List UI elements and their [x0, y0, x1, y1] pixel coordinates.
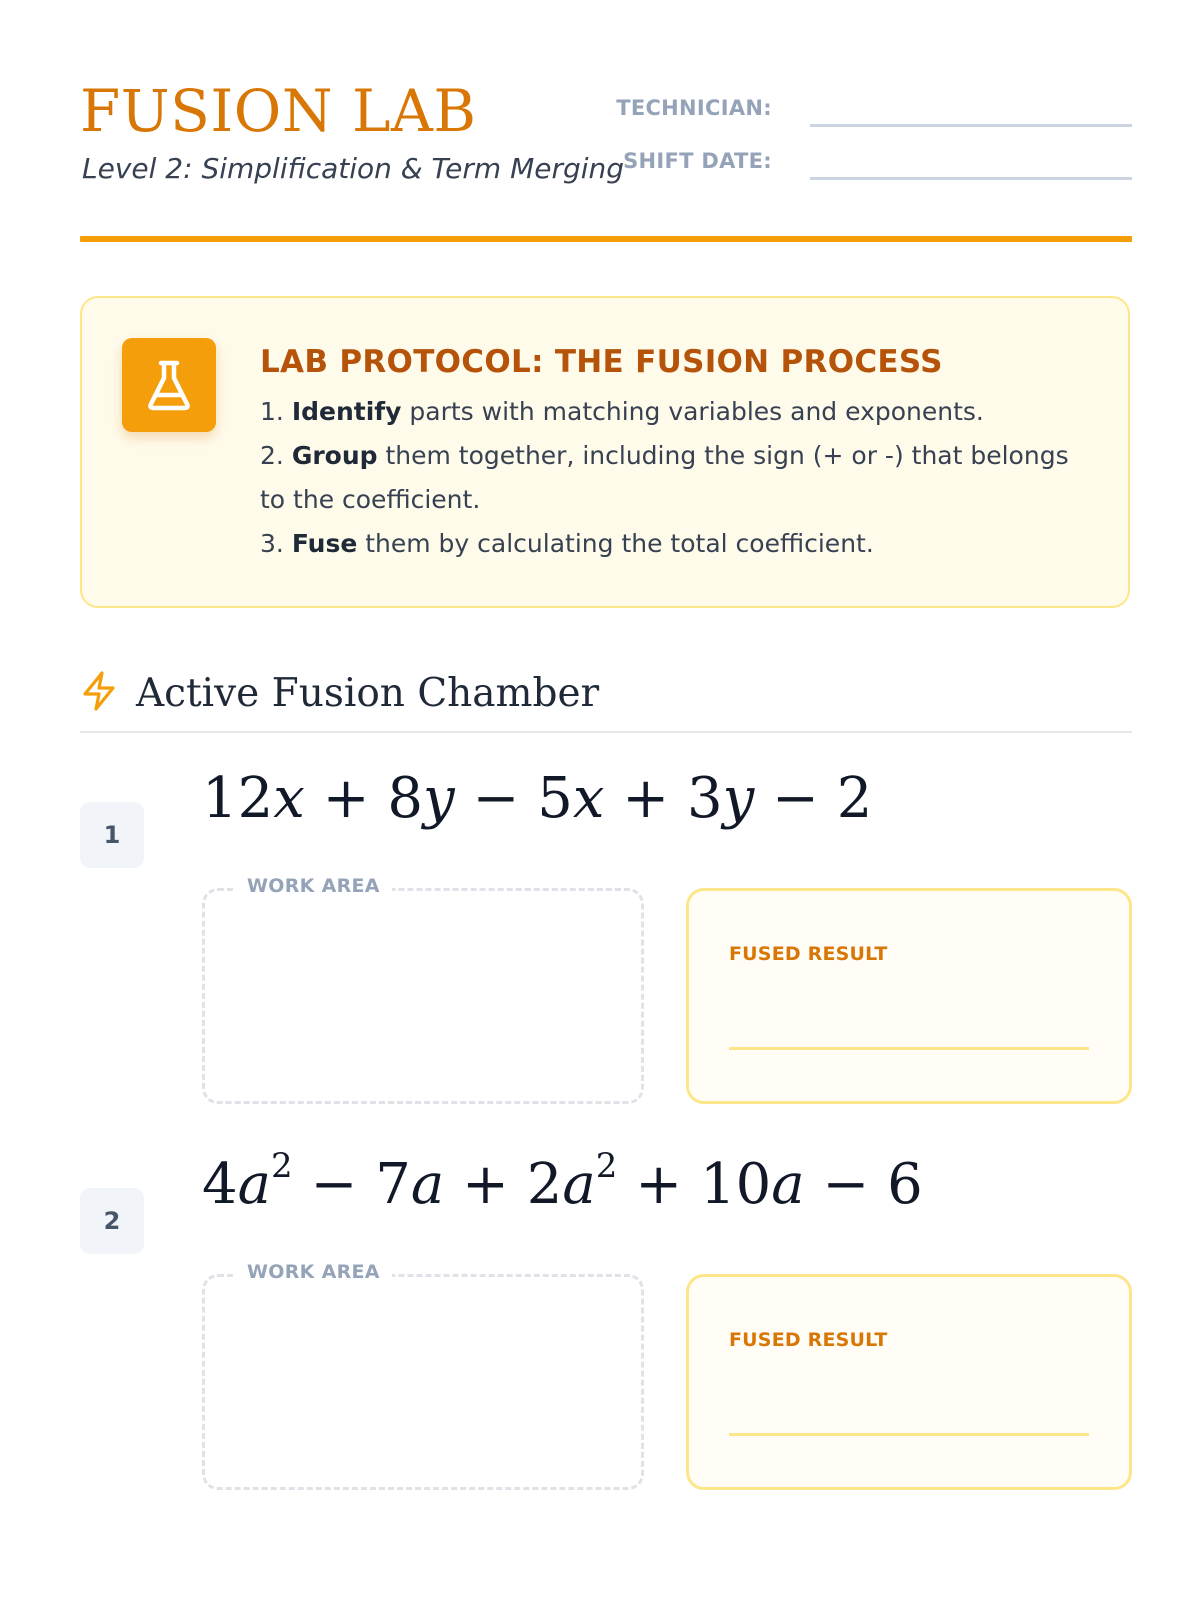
protocol-box	[80, 296, 1130, 608]
fused-result-box	[686, 888, 1132, 1104]
fused-result-field[interactable]	[729, 1433, 1089, 1436]
problem-card	[80, 766, 1132, 1132]
fused-result-label: FUSED RESULT	[729, 1329, 888, 1351]
protocol-title: LAB PROTOCOL: THE FUSION PROCESS	[260, 344, 943, 380]
fused-result-label: FUSED RESULT	[729, 943, 888, 965]
shift-date-label: SHIFT DATE:	[623, 149, 772, 173]
page-subtitle: Level 2: Simplification & Term Merging	[82, 152, 625, 185]
problem-card	[80, 1146, 1132, 1518]
technician-label: TECHNICIAN:	[616, 96, 772, 120]
problem-number: 1	[80, 802, 144, 868]
flask-icon	[122, 338, 216, 432]
work-area[interactable]	[202, 875, 644, 1104]
section-heading	[80, 668, 599, 718]
expression: $4a^2 - 7a + 2a^2 + 10a - 6$	[202, 1146, 923, 1217]
work-area-label: WORK AREA	[235, 1261, 392, 1283]
fused-result-box	[686, 1274, 1132, 1490]
section-title: Active Fusion Chamber	[136, 670, 600, 716]
protocol-step: 3. Fuse them by calculating the total coefficient.	[260, 529, 874, 558]
expression: 12x + 8y − 5x + 3y − 2	[202, 766, 873, 831]
work-area[interactable]	[202, 1261, 644, 1490]
protocol-step: 2. Group them together, including the sign (+ or -) that belongs to the coefficient.	[260, 441, 1069, 514]
header-divider	[80, 236, 1132, 242]
fused-result-field[interactable]	[729, 1047, 1089, 1050]
problem-number: 2	[80, 1188, 144, 1254]
shift-date-field[interactable]	[810, 177, 1132, 180]
protocol-step: 1. Identify parts with matching variables and exponents.	[260, 397, 984, 426]
technician-field[interactable]	[810, 124, 1132, 127]
lightning-icon	[80, 670, 118, 716]
section-divider	[80, 731, 1132, 733]
work-area-label: WORK AREA	[235, 875, 392, 897]
protocol-steps	[260, 390, 1080, 566]
page-title: FUSION LAB	[80, 77, 477, 145]
